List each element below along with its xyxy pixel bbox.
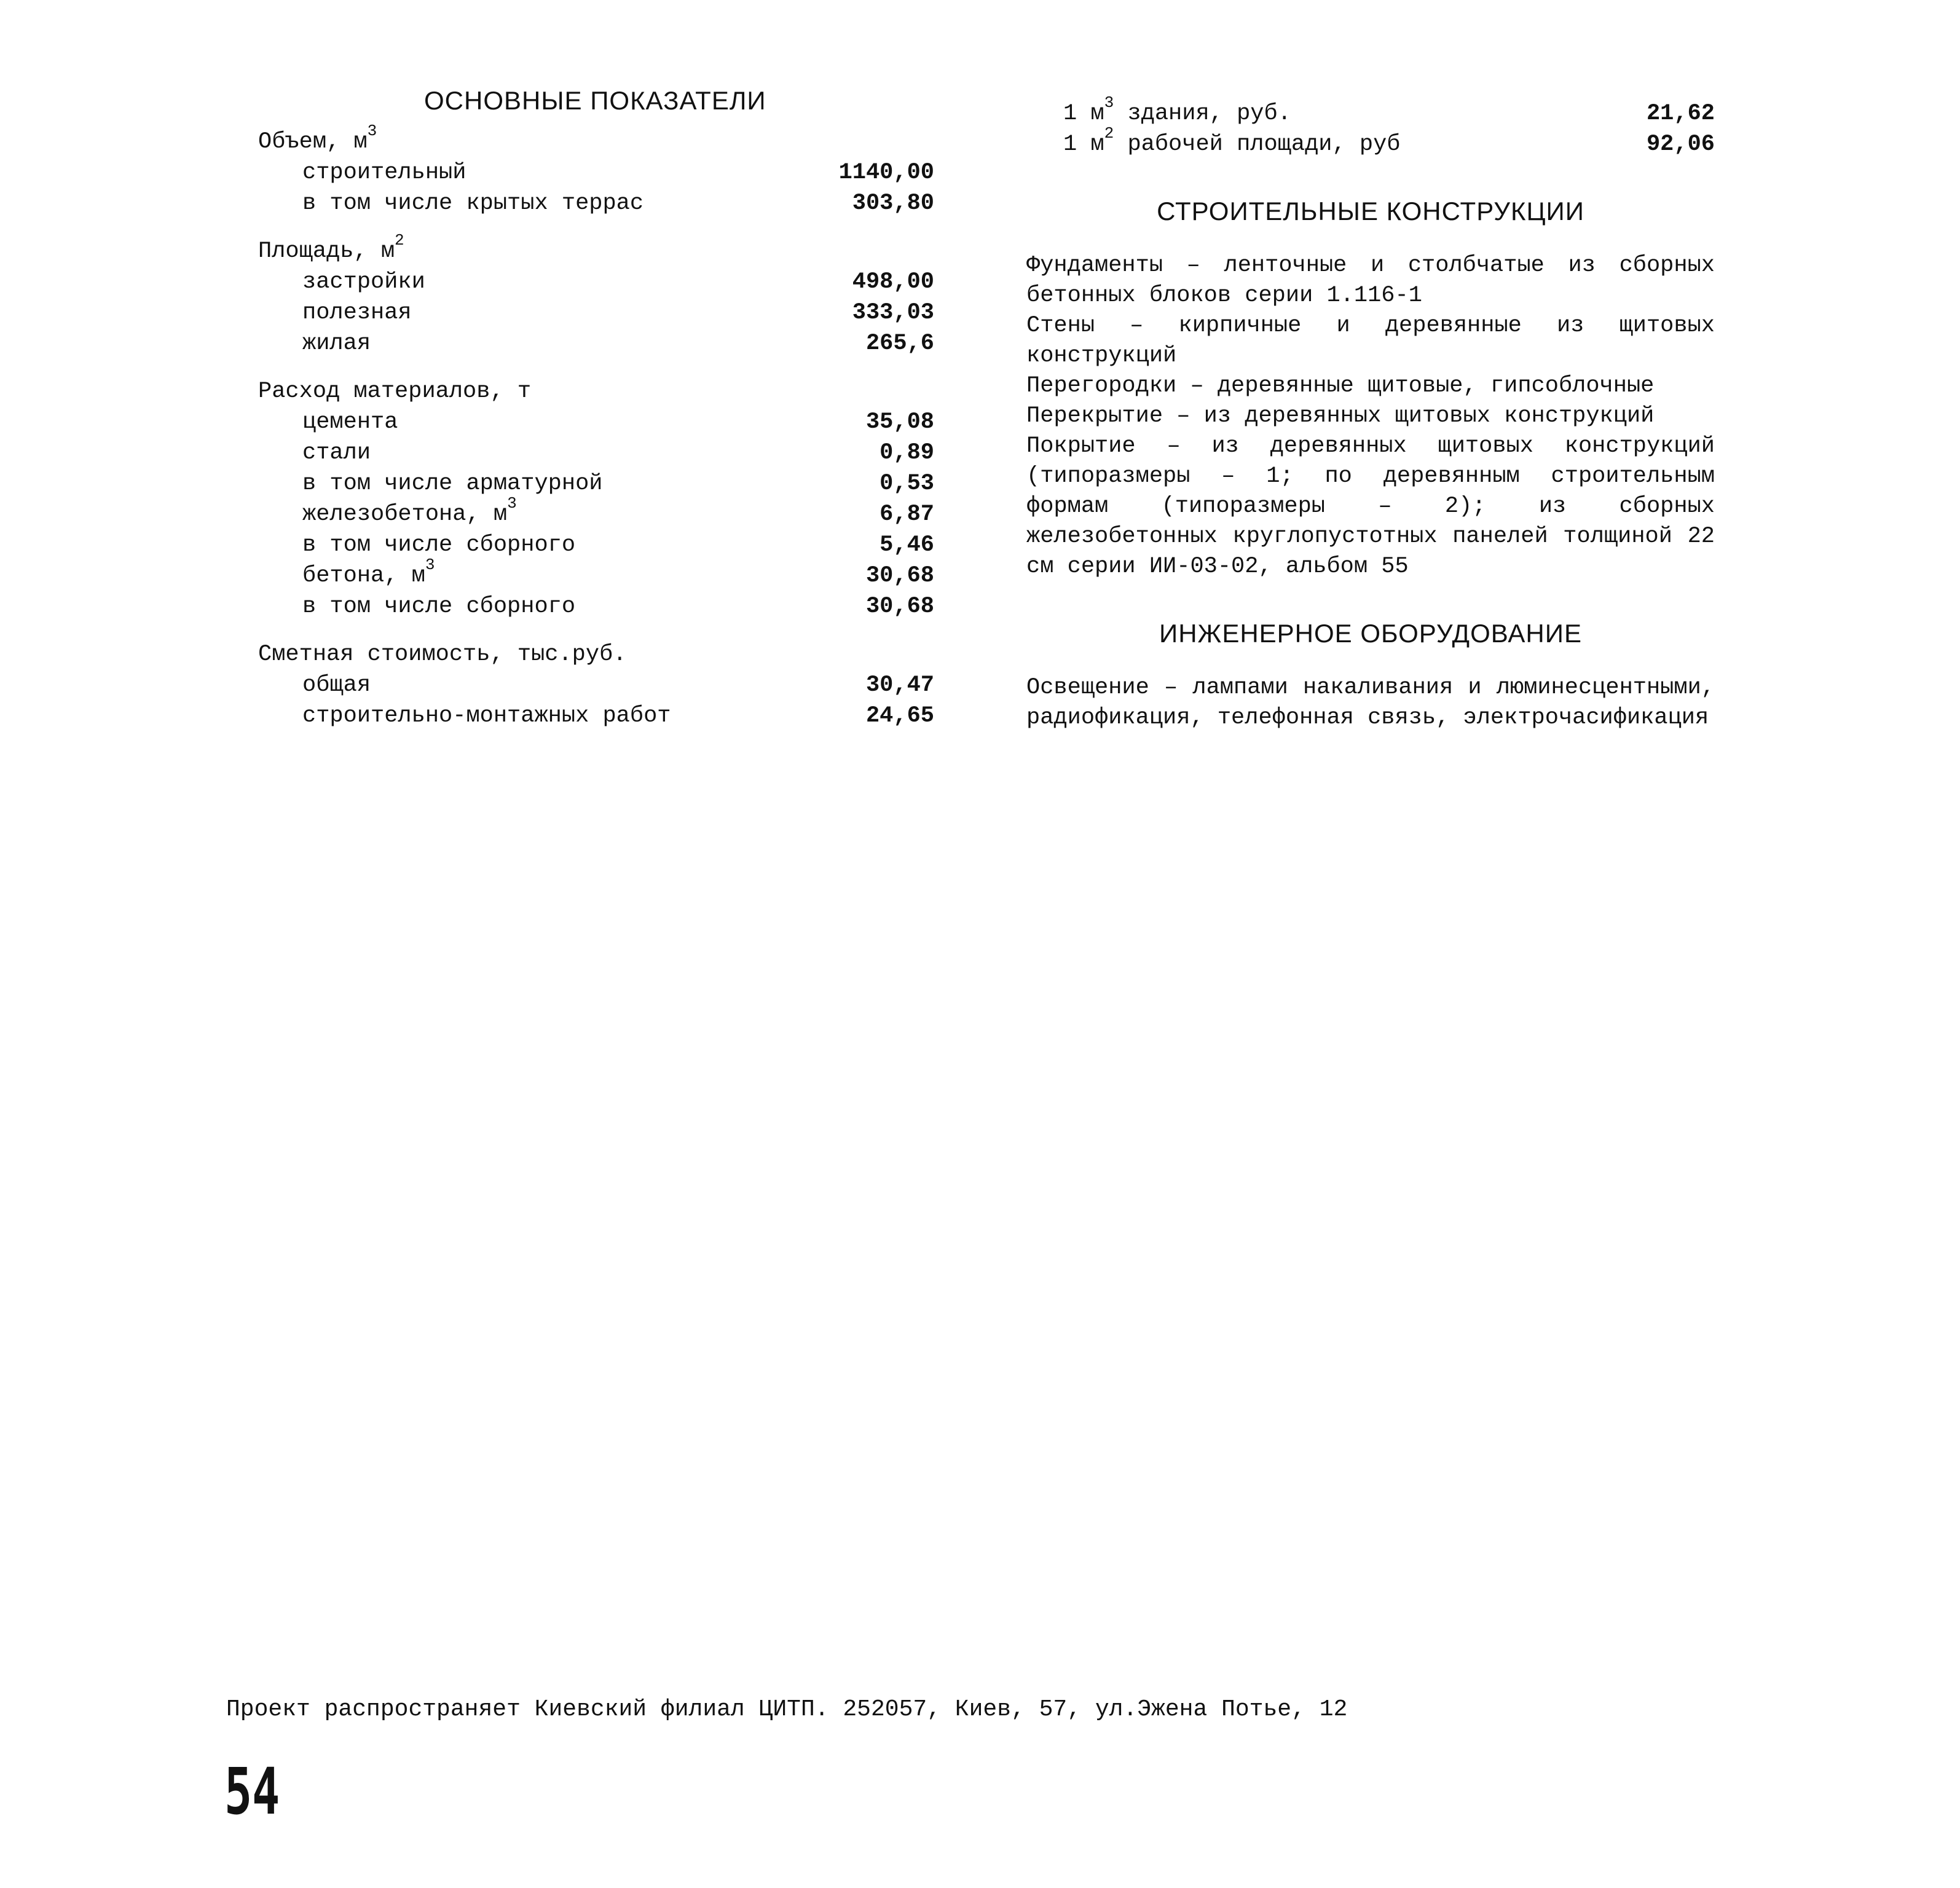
indicator-row: полезная 333,03 — [302, 300, 934, 326]
indicator-row: цемента 35,08 — [302, 409, 934, 435]
page-number: 54 — [224, 1754, 280, 1829]
volume-group — [258, 122, 934, 219]
indicator-row: строительный 1140,00 — [302, 160, 934, 186]
equipment-paragraph: Освещение – лампами накаливания и люминесцентными, радиофикация, телефонная связь, электрочасификация — [1026, 675, 1715, 731]
group-header: Площадь, $м^2$ — [258, 231, 404, 264]
indicator-row: застройки 498,00 — [302, 269, 934, 295]
construction-paragraph: Перегородки – деревянные щитовые, гипсоблочные — [1026, 373, 1655, 399]
indicator-row: в том числе крытых террас 303,80 — [302, 191, 934, 216]
indicator-row: в том числе сборного 30,68 — [302, 594, 934, 620]
area-group — [258, 231, 934, 359]
indicator-row: общая 30,47 — [302, 672, 934, 698]
construction-paragraph: Покрытие – из деревянных щитовых конструкций (типоразмеры – 1; по деревянным строительным формам (типоразмеры – 2); из сборных железобетонных круглопустотных панелей толщиной 22 см серии ИИ-03-02, альбом 55 — [1026, 433, 1715, 580]
materials-group — [258, 376, 934, 622]
construction-paragraph: Перекрытие – из деревянных щитовых конструкций — [1026, 403, 1655, 429]
estimated-cost-group — [258, 639, 934, 731]
main-indicators-title: ОСНОВНЫЕ ПОКАЗАТЕЛИ — [424, 86, 766, 115]
publisher-footer: Проект распространяет Киевский филиал ЦИТП. 252057, Киев, 57, ул.Эжена Потье, 12 — [226, 1696, 1348, 1723]
indicator-row: железобетона, $м^3$ 6,87 — [302, 494, 934, 527]
main-indicators-section — [258, 86, 934, 749]
unit-cost-row: 1 $м^2$ рабочей площади, руб 92,06 — [1063, 124, 1715, 157]
construction-paragraph: Фундаменты – ленточные и столбчатые из сборных бетонных блоков серии 1.116-1 — [1026, 253, 1715, 309]
indicator-row: строительно-монтажных работ 24,65 — [302, 703, 934, 729]
equipment-title: ИНЖЕНЕРНОЕ ОБОРУДОВАНИЕ — [1159, 619, 1582, 648]
indicator-row: стали 0,89 — [302, 440, 934, 466]
right-column — [1026, 93, 1715, 733]
construction-paragraph: Стены – кирпичные и деревянные из щитовых конструкций — [1026, 313, 1715, 369]
unit-cost-row: 1 $м^3$ здания, руб. 21,62 — [1063, 93, 1715, 127]
group-header: Сметная стоимость, тыс.руб. — [258, 642, 627, 667]
group-header: Объем, $м^3$ — [258, 122, 377, 155]
indicator-row: в том числе арматурной 0,53 — [302, 471, 934, 497]
indicator-row: в том числе сборного 5,46 — [302, 532, 934, 558]
indicator-row: бетона, $м^3$ 30,68 — [302, 556, 934, 589]
constructions-title: СТРОИТЕЛЬНЫЕ КОНСТРУКЦИИ — [1157, 197, 1584, 226]
indicator-row: жилая 265,6 — [302, 331, 934, 356]
group-header: Расход материалов, т — [258, 379, 532, 404]
